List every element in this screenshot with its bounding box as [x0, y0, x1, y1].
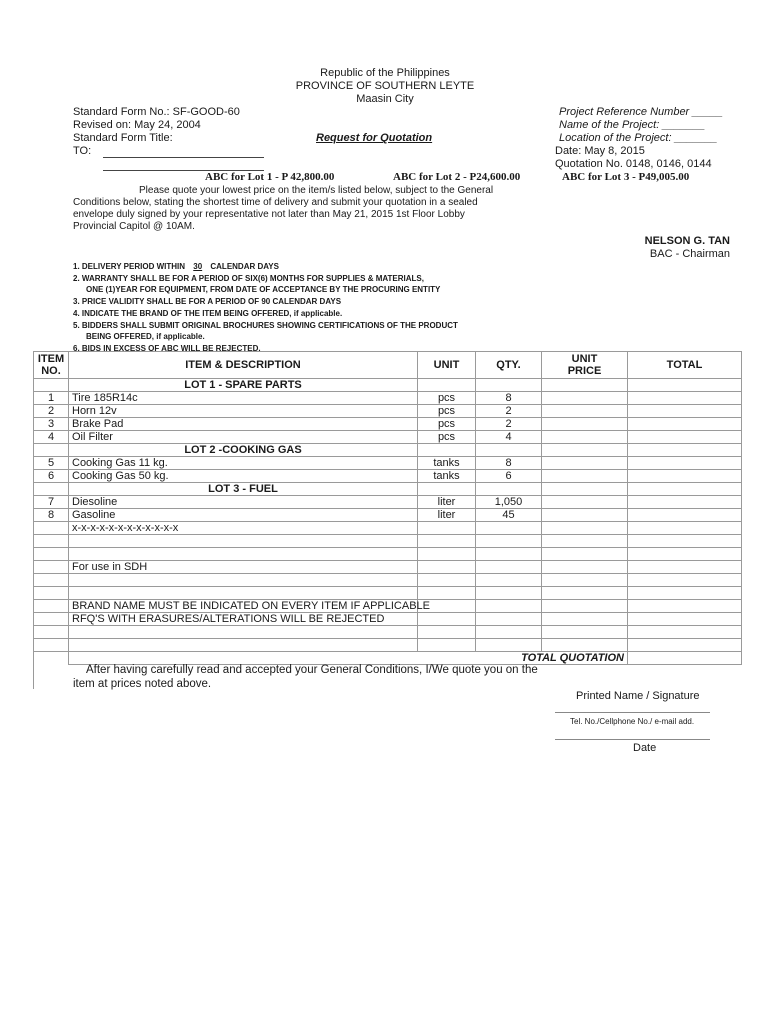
- total-cell[interactable]: [628, 405, 742, 418]
- printed-name-label: Printed Name / Signature: [576, 690, 700, 702]
- condition-1: 1. DELIVERY PERIOD WITHIN 30 CALENDAR DAYS: [73, 262, 279, 271]
- intro-line-3: envelope duly signed by your representative not later than May 21, 2015 1st Floor Lobby: [73, 209, 465, 220]
- total-quotation-label: TOTAL QUOTATION: [69, 652, 628, 665]
- table-row: 7 Diesoline liter 1,050: [34, 496, 742, 509]
- total-quotation-value[interactable]: [628, 652, 742, 665]
- lot-row: [34, 483, 742, 496]
- lot2-title: LOT 2 -COOKING GAS: [69, 444, 418, 457]
- unit-price-cell[interactable]: [542, 470, 628, 483]
- signature-line: [555, 712, 710, 713]
- intro-line-1: Please quote your lowest price on the item/s listed below, subject to the General: [139, 185, 494, 196]
- header-city: Maasin City: [356, 93, 414, 105]
- condition-5: 5. BIDDERS SHALL SUBMIT ORIGINAL BROCHURES SHOWING CERTIFICATIONS OF THE PRODUCT: [73, 320, 458, 330]
- condition-2: 2. WARRANTY SHALL BE FOR A PERIOD OF SIX(6) MONTHS FOR SUPPLIES & MATERIALS,: [73, 273, 424, 283]
- total-cell[interactable]: [628, 470, 742, 483]
- table-row: 6 Cooking Gas 50 kg. tanks 6: [34, 470, 742, 483]
- contact-line: [555, 739, 710, 740]
- lot1-title: LOT 1 - SPARE PARTS: [69, 379, 418, 392]
- to-line-1: [103, 157, 264, 158]
- header-unit-price: UNIT PRICE: [542, 352, 628, 379]
- condition-4: 4. INDICATE THE BRAND OF THE ITEM BEING OFFERED, if applicable.: [73, 308, 343, 318]
- table-row: [34, 613, 742, 626]
- table-row: [34, 639, 742, 652]
- condition-3: 3. PRICE VALIDITY SHALL BE FOR A PERIOD OF 90 CALENDAR DAYS: [73, 297, 342, 307]
- total-cell[interactable]: [628, 496, 742, 509]
- acceptance-line-1: After having carefully read and accepted your General Conditions, I/We quote you on the: [86, 664, 538, 676]
- unit-price-cell[interactable]: [542, 431, 628, 444]
- total-cell[interactable]: [628, 509, 742, 522]
- left-border-ext: [33, 663, 34, 689]
- header-province: PROVINCE OF SOUTHERN LEYTE: [295, 80, 475, 92]
- total-cell[interactable]: [628, 392, 742, 405]
- total-cell[interactable]: [628, 457, 742, 470]
- quotation-table: [33, 351, 742, 665]
- chairman-title: BAC - Chairman: [649, 248, 730, 260]
- quotation-number: Quotation No. 0148, 0146, 0144: [555, 158, 712, 170]
- form-revised: Revised on: May 24, 2004: [73, 119, 201, 131]
- to-label: TO:: [73, 145, 92, 157]
- acceptance-line-2: item at prices noted above.: [73, 678, 212, 690]
- condition-5-cont: BEING OFFERED, if applicable.: [86, 332, 205, 342]
- table-row: [34, 626, 742, 639]
- header-total: TOTAL: [628, 352, 742, 379]
- table-row: [34, 548, 742, 561]
- form-title-label: Standard Form Title:: [73, 132, 173, 144]
- lot-row: [34, 379, 742, 392]
- unit-price-cell[interactable]: [542, 509, 628, 522]
- header-unit: UNIT: [418, 352, 476, 379]
- table-row: 1 Tire 185R14c pcs 8: [34, 392, 742, 405]
- lot-row: [34, 444, 742, 457]
- chairman-name: NELSON G. TAN: [644, 235, 730, 247]
- abc-lot2: ABC for Lot 2 - P24,600.00: [393, 171, 521, 183]
- table-row: 5 Cooking Gas 11 kg. tanks 8: [34, 457, 742, 470]
- table-row: 8 Gasoline liter 45: [34, 509, 742, 522]
- lot3-title: LOT 3 - FUEL: [69, 483, 418, 496]
- total-cell[interactable]: [628, 431, 742, 444]
- table-row: 2 Horn 12v pcs 2: [34, 405, 742, 418]
- tel-label: Tel. No./Cellphone No./ e-mail add.: [570, 717, 695, 726]
- project-name: Name of the Project: _______: [559, 119, 706, 131]
- condition-2-cont: ONE (1)YEAR FOR EQUIPMENT, FROM DATE OF ACCEPTANCE BY THE PROCURING ENTITY: [86, 285, 441, 295]
- brand-note: BRAND NAME MUST BE INDICATED ON EVERY ITEM IF APPLICABLE: [69, 600, 418, 613]
- header-description: ITEM & DESCRIPTION: [69, 352, 418, 379]
- project-reference: Project Reference Number _____: [559, 106, 723, 118]
- erasure-note: RFQ'S WITH ERASURES/ALTERATIONS WILL BE REJECTED: [69, 613, 418, 626]
- total-cell[interactable]: [628, 418, 742, 431]
- table-row: [34, 561, 742, 574]
- table-row: 4 Oil Filter pcs 4: [34, 431, 742, 444]
- table-row: [34, 574, 742, 587]
- form-number: Standard Form No.: SF-GOOD-60: [73, 106, 240, 118]
- date-label: Date: [633, 742, 657, 754]
- intro-line-4: Provincial Capitol @ 10AM.: [73, 221, 195, 232]
- unit-price-cell[interactable]: [542, 496, 628, 509]
- condition-6: 6. BIDS IN EXCESS OF ABC WILL BE REJECTED.: [73, 343, 261, 353]
- abc-lot1: ABC for Lot 1 - P 42,800.00: [205, 171, 335, 183]
- form-title: Request for Quotation: [316, 132, 433, 144]
- table-header-row: [34, 352, 742, 379]
- table-row: [34, 587, 742, 600]
- unit-price-cell[interactable]: [542, 392, 628, 405]
- unit-price-cell[interactable]: [542, 418, 628, 431]
- unit-price-cell[interactable]: [542, 405, 628, 418]
- table-row: [34, 600, 742, 613]
- header-item-no: ITEM NO.: [34, 352, 69, 379]
- header-qty: QTY.: [476, 352, 542, 379]
- general-conditions: [73, 261, 458, 355]
- total-row: [34, 652, 742, 665]
- project-location: Location of the Project: _______: [559, 132, 718, 144]
- table-row: [34, 535, 742, 548]
- unit-price-cell[interactable]: [542, 457, 628, 470]
- header-republic: Republic of the Philippines: [320, 67, 450, 79]
- abc-lot3: ABC for Lot 3 - P49,005.00: [562, 171, 690, 183]
- table-row: 3 Brake Pad pcs 2: [34, 418, 742, 431]
- intro-line-2: Conditions below, stating the shortest time of delivery and submit your quotation in a sealed: [73, 197, 478, 208]
- sdh-note: For use in SDH: [69, 561, 418, 574]
- end-of-items-marker: x-x-x-x-x-x-x-x-x-x-x-x: [69, 522, 418, 535]
- quotation-date: Date: May 8, 2015: [555, 145, 645, 157]
- table-row: [34, 522, 742, 535]
